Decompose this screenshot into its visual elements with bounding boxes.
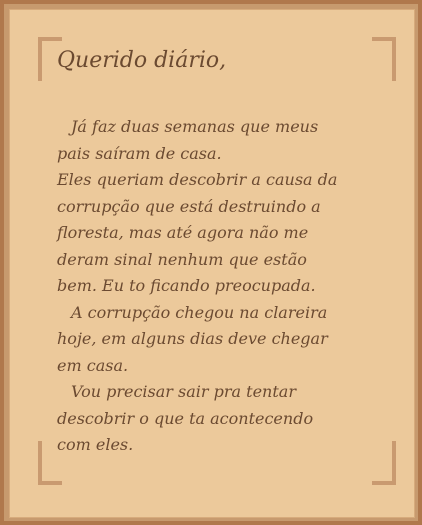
diary-line: bem. Eu to ficando preocupada. [57,276,316,295]
diary-line: floresta, mas até agora não me [57,223,309,242]
diary-line: hoje, em alguns dias deve chegar [57,329,328,348]
diary-line: corrupção que está destruindo a [57,196,321,216]
diary-title: Querido diário, [57,48,227,73]
diary-line: com eles. [57,435,134,454]
diary-line: A corrupção chegou na clareira [71,302,328,322]
diary-line: Já faz duas semanas que meus [71,117,319,136]
diary-line: deram sinal nenhum que estão [57,249,307,269]
corner-ornament-top-right [372,37,396,81]
diary-line: em casa. [57,355,129,375]
diary-line: descobrir o que ta acontecendo [57,408,314,428]
diary-line: Eles queriam descobrir a causa da [57,170,338,189]
diary-line: Vou precisar sair pra tentar [71,382,296,401]
diary-line: pais saíram de casa. [57,143,222,163]
diary-entry [57,114,387,459]
